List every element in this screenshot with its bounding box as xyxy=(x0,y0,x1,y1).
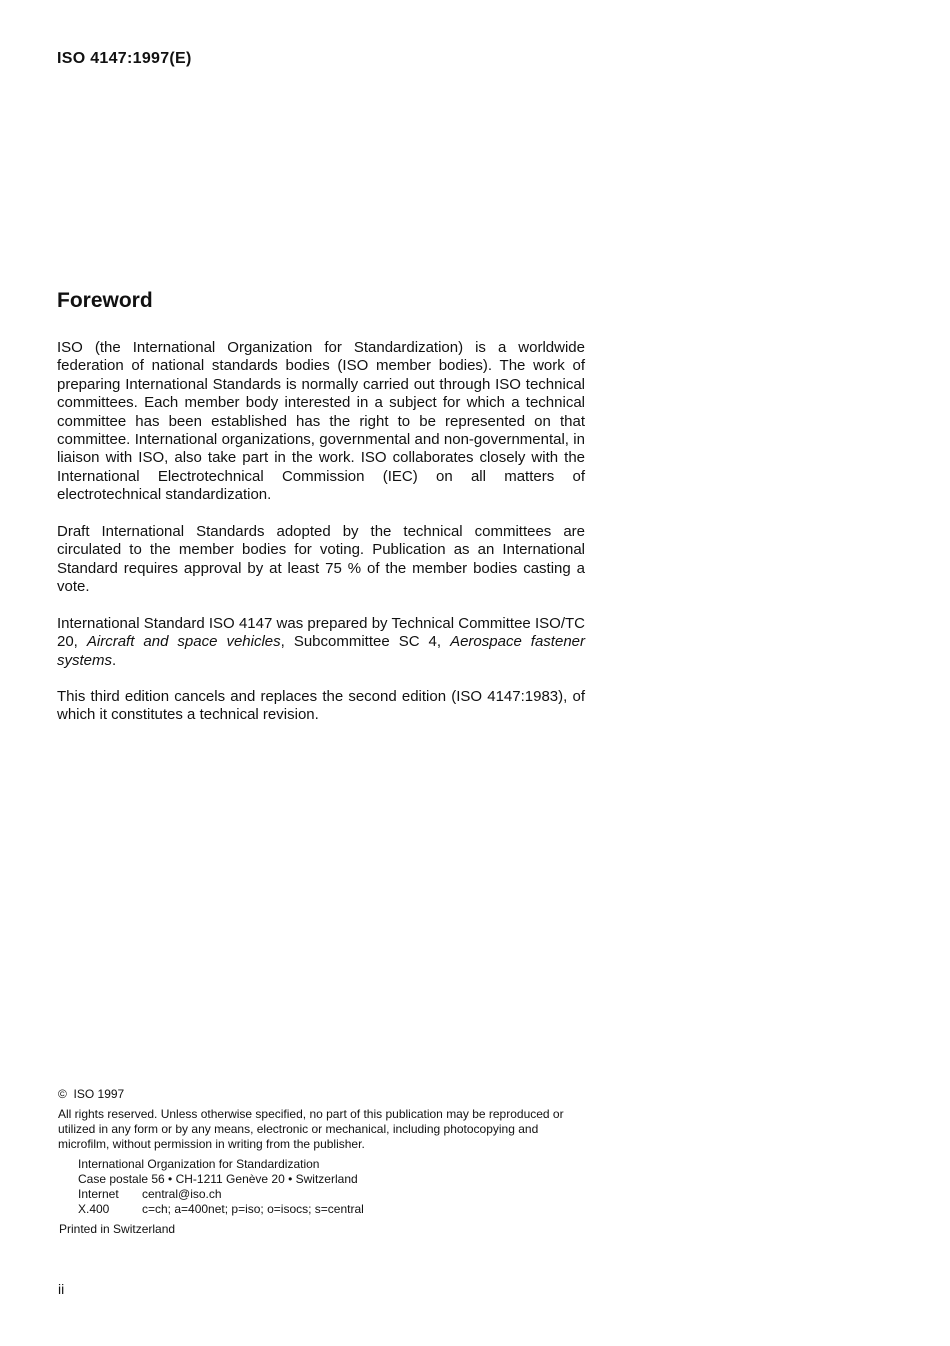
paragraph-text: Draft International Standards adopted by the technical committees are circulated to the member bodies for voting. Publication as an International Standard requires approval by at least 75 % of the member bodies casting a vote. xyxy=(57,523,585,596)
internet-contact xyxy=(78,1187,222,1202)
committee-title: Aircraft and space vehicles xyxy=(86,633,281,651)
page-number: ii xyxy=(58,1281,65,1297)
rights-statement: All rights reserved. Unless otherwise specified, no part of this publication may be reproduced or utilized in any form or by any means, electronic or mechanical, including photocopying and microfilm, without permission in writing from the publisher. xyxy=(58,1107,564,1151)
paragraph-text-segment: . xyxy=(112,651,117,669)
copyright-icon: © xyxy=(58,1087,67,1101)
paragraph-text: ISO (the International Organization for Standardization) is a worldwide federation of national standards bodies (ISO member bodies). The work of preparing International Standards is normally carried out through ISO technical committees. Each member body interested in a subject for which a technical committee has been established has the right to be represented on that committee. International organizations, governmental and non-governmental, in liaison with ISO, also take part in the work. ISO collaborates closely with the International Electrotechnical Commission (IEC) on all matters of electrotechnical standardization. xyxy=(57,339,585,504)
foreword-paragraph-1 xyxy=(57,339,585,505)
x400-value: c=ch; a=400net; p=iso; o=isocs; s=central xyxy=(142,1202,364,1216)
org-name: International Organization for Standardization xyxy=(78,1157,320,1171)
copyright-year: ISO 1997 xyxy=(73,1087,125,1101)
internet-label: Internet xyxy=(78,1187,119,1201)
paragraph-text xyxy=(57,615,585,670)
paragraph-text: This third edition cancels and replaces the second edition (ISO 4147:1983), of which it constitutes a technical revision. xyxy=(57,688,585,724)
subcommittee-title: Aerospace fastener systems xyxy=(57,633,585,669)
copyright-line xyxy=(58,1087,124,1101)
x400-label: X.400 xyxy=(78,1202,110,1216)
paragraph-text-segment: International Standard ISO 4147 was prepared by Technical Committee ISO/TC 20, xyxy=(57,615,585,651)
printed-in: Printed in Switzerland xyxy=(59,1222,176,1236)
document-id-header: ISO 4147:1997(E) xyxy=(57,50,192,67)
x400-contact xyxy=(78,1202,364,1217)
foreword-paragraph-4 xyxy=(57,688,585,725)
postal-address: Case postale 56 • CH-1211 Genève 20 • Switzerland xyxy=(78,1172,358,1186)
foreword-heading: Foreword xyxy=(57,289,153,312)
foreword-paragraph-2 xyxy=(57,523,585,597)
internet-value: central@iso.ch xyxy=(142,1187,222,1201)
paragraph-text-segment: , Subcommittee SC 4, xyxy=(280,633,451,651)
foreword-paragraph-3 xyxy=(57,615,585,670)
